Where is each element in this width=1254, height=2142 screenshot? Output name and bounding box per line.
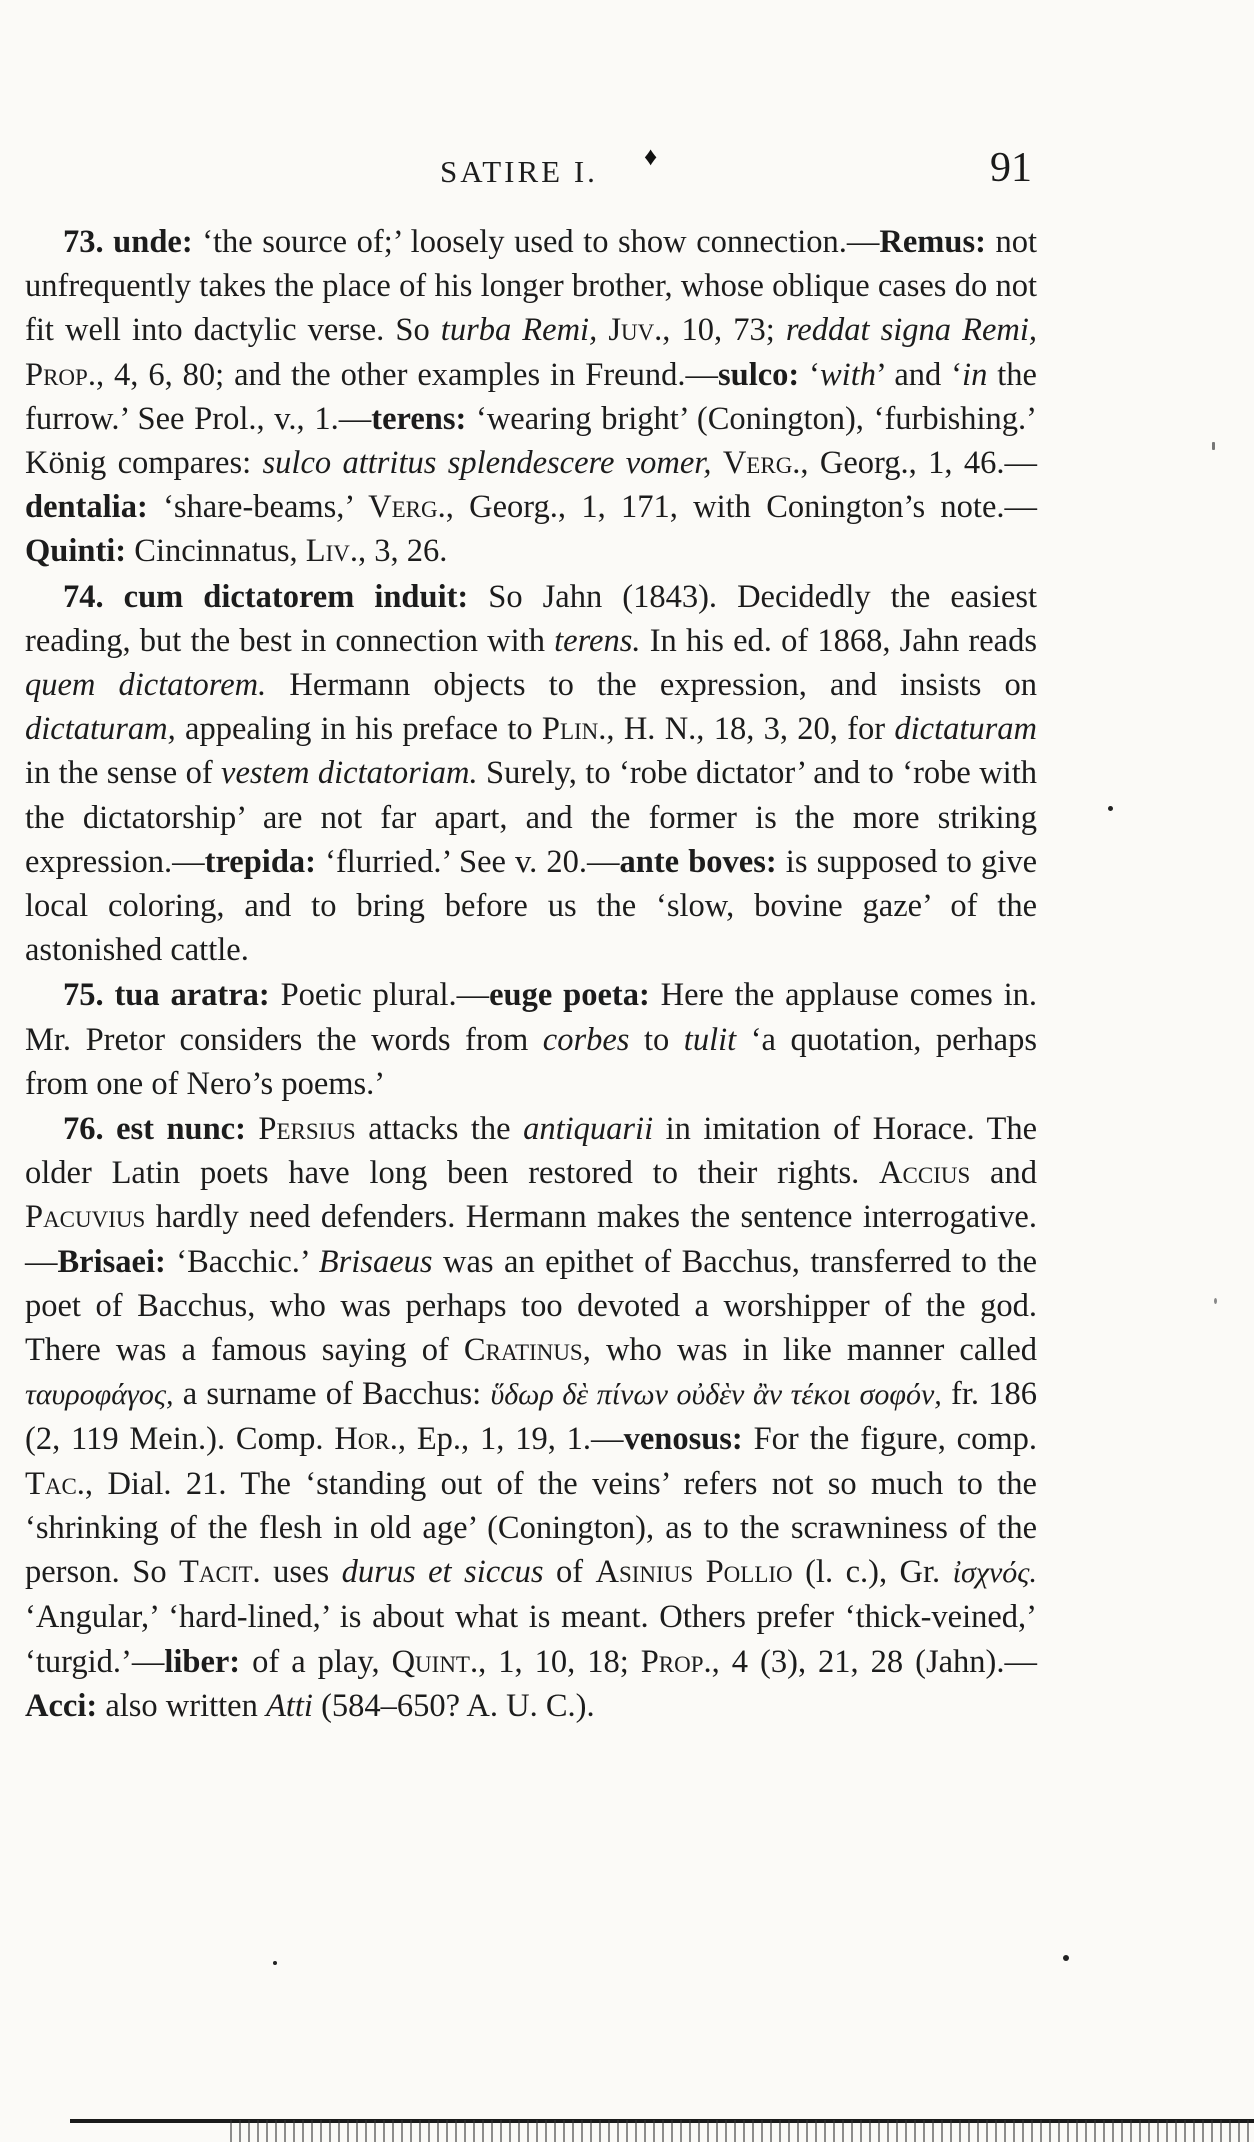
citation-text: dictaturam, [25,711,176,748]
note-text: Dial. 21. The ‘standing out of the veins’ refers not so much to the ‘shrinking of the flesh in old age’ (Conington), as to the scrawniness of the person. So [25,1465,1037,1591]
citation-text: quem dictatorem. [25,667,267,704]
author-abbrev: Asinius Pollio [595,1554,793,1591]
note-text: Poetic plural.— [269,977,490,1014]
citation-text: turba Remi, [440,312,598,349]
note-text: 10, 73; [670,312,786,349]
commentary-body [25,220,1037,1728]
citation-text: corbes [542,1021,630,1058]
citation-text: Atti [265,1687,313,1724]
page-number: 91 [990,145,1032,191]
lemma: dentalia: [25,489,148,526]
note-text: 4 (3), 21, 28 (Jahn).— [719,1643,1038,1680]
note-76 [25,1107,1037,1728]
lemma: cum dictatorem induit: [123,578,469,615]
note-text [246,1111,258,1147]
author-abbrev: Prop., [640,1643,720,1680]
note-text [711,445,722,481]
lemma: venosus: [623,1421,743,1458]
citation-text: sulco attritus splendescere vomer, [262,445,712,482]
note-text: So Jahn (1843). Decidedly the easiest reading, but the best in connection with [25,578,1038,659]
lemma: est nunc: [116,1111,246,1148]
greek-text: ταυροφάγος, [25,1378,174,1412]
note-text: appealing in his preface to [175,711,542,748]
note-text: uses [260,1554,342,1591]
citation-text: tulit [683,1021,737,1058]
citation-text: vestem dictatoriam. [221,755,478,792]
scan-speck [1212,442,1215,450]
note-text: fr. 186 (2, 119 Mein.). Comp. [25,1376,1038,1458]
scan-speck [1108,806,1113,811]
note-number: 73. [63,224,104,260]
note-text: Here the applause comes in. Mr. Pretor considers the words from [25,977,1038,1058]
note-text: attacks the [355,1111,524,1148]
note-text: Surely, to ‘robe dictator’ and to ‘robe with the dictatorship’ are not far apart, and the former is the more striking expression.— [25,755,1037,880]
note-text: For the figure, comp. [742,1421,1037,1458]
note-text: In his ed. of 1868, Jahn reads [640,622,1037,659]
author-abbrev: Tacit. [179,1554,261,1591]
note-text: (584–650? A. U. C.). [312,1687,595,1724]
note-text: hardly need defenders. Hermann makes the sentence interrogative.— [25,1199,1037,1280]
note-text: Hermann objects to the expression, and insists on [266,667,1038,704]
lemma: liber: [164,1643,241,1680]
citation-text: terens. [554,622,641,659]
lemma: Acci: [25,1687,98,1724]
author-abbrev: Quint., [391,1643,487,1680]
note-text: Cincinnatus, [126,533,306,570]
note-text: H. N., 18, 3, 20, for [614,711,895,748]
note-text: is supposed to give local coloring, and to bring before us the ‘slow, bovine gaze’ of the astonished cattle. [25,843,1037,969]
note-text: 3, 26. [366,533,448,570]
author-abbrev: Liv., [305,533,367,570]
note-text: ‘share-beams,’ [147,489,369,526]
note-74 [25,575,1037,973]
lemma: Quinti: [25,533,127,570]
lemma: Remus: [879,224,986,260]
citation-text: in [962,356,988,393]
note-text: Georg., 1, 171, with Conington’s note.— [453,489,1038,526]
note-text: ‘flurried.’ See v. 20.— [315,843,620,880]
note-text: 4, 6, 80; and the other examples in Freund.— [104,356,718,393]
page-header [0,142,1254,196]
note-text: ‘a quotation, perhaps from one of Nero’s poems.’ [25,1021,1037,1102]
page-bottom-edge [230,2120,1254,2142]
note-text: ‘ [799,356,820,393]
note-text: the furrow.’ See Prol., v., 1.— [25,356,1037,437]
running-head: SATIRE I. [440,154,598,189]
lemma: terens: [371,400,467,437]
lemma: euge poeta: [489,977,650,1014]
note-text: and [970,1155,1037,1192]
note-text: Ep., 1, 19, 1.— [406,1421,624,1458]
scan-speck [1214,1298,1217,1304]
note-text: in the sense of [25,755,222,792]
note-text: not unfrequently takes the place of his longer brother, whose oblique cases do not fit well into dactylic verse. So [25,224,1037,349]
lemma: tua aratra: [114,977,270,1014]
citation-text: with [820,356,876,393]
author-abbrev: Persius [258,1111,356,1148]
note-text: also written [97,1687,266,1724]
author-abbrev: Prop., [25,356,105,393]
scan-speck [273,1961,277,1965]
author-abbrev: Hor., [334,1421,406,1458]
scan-speck [1063,1955,1069,1961]
greek-text: ἰσχνός. [952,1556,1037,1590]
note-text: to [629,1021,684,1058]
note-text: a surname of Bacchus: [173,1376,491,1413]
note-text: 1, 10, 18; [486,1643,641,1680]
lemma: sulco: [717,356,800,393]
author-abbrev: Verg., [368,489,454,526]
citation-text: Brisaeus [318,1243,433,1280]
note-text: of [543,1554,596,1591]
lemma: Brisaei: [57,1243,166,1280]
author-abbrev: Plin., [541,711,615,748]
citation-text: durus et siccus [341,1554,544,1591]
note-number: 74. [63,578,104,615]
note-text: (l. c.), Gr. [792,1554,953,1591]
note-text: ‘Bacchic.’ [165,1243,319,1280]
author-abbrev: Tac., [25,1465,94,1502]
lemma: trepida: [204,843,316,880]
note-number: 76. [63,1111,104,1148]
note-text: who was in like manner called [590,1332,1037,1369]
note-text: Georg., 1, 46.— [808,445,1037,482]
note-text: in imitation of Horace. The older Latin poets have long been restored to their rights. [25,1111,1038,1192]
citation-text: reddat signa Remi, [785,312,1038,349]
citation-text: antiquarii [523,1111,654,1148]
greek-text: ὕδωρ δὲ πίνων οὐδὲν ἂν τέκοι σοφόν, [490,1378,942,1412]
ornament-icon: ♦ [644,142,658,171]
lemma: ante boves: [619,843,777,880]
note-text: ‘the source of;’ loosely used to show connection.— [192,224,880,260]
note-text [597,312,608,348]
citation-text: dictaturam [894,711,1038,748]
author-abbrev: Pacuvius [25,1199,146,1236]
note-text: ‘Angular,’ ‘hard-lined,’ is about what is meant. Others prefer ‘thick-veined,’ ‘turgid.’— [25,1599,1037,1680]
note-number: 75. [63,977,104,1014]
note-text: ’ and ‘ [876,356,963,393]
note-75 [25,973,1037,1106]
author-abbrev: Cratinus, [463,1332,591,1369]
note-73 [25,220,1037,574]
note-text: of a play, [240,1643,392,1680]
author-abbrev: Verg., [722,445,809,482]
note-text: ‘wearing bright’ (Conington), ‘furbishing.’ König compares: [25,400,1037,482]
note-text: was an epithet of Bacchus, transferred to the poet of Bacchus, who was perhaps too devoted a worshipper of the god. There was a famous saying of [25,1243,1038,1369]
author-abbrev: Juv., [608,312,671,349]
lemma: unde: [113,224,193,260]
author-abbrev: Accius [879,1155,971,1192]
